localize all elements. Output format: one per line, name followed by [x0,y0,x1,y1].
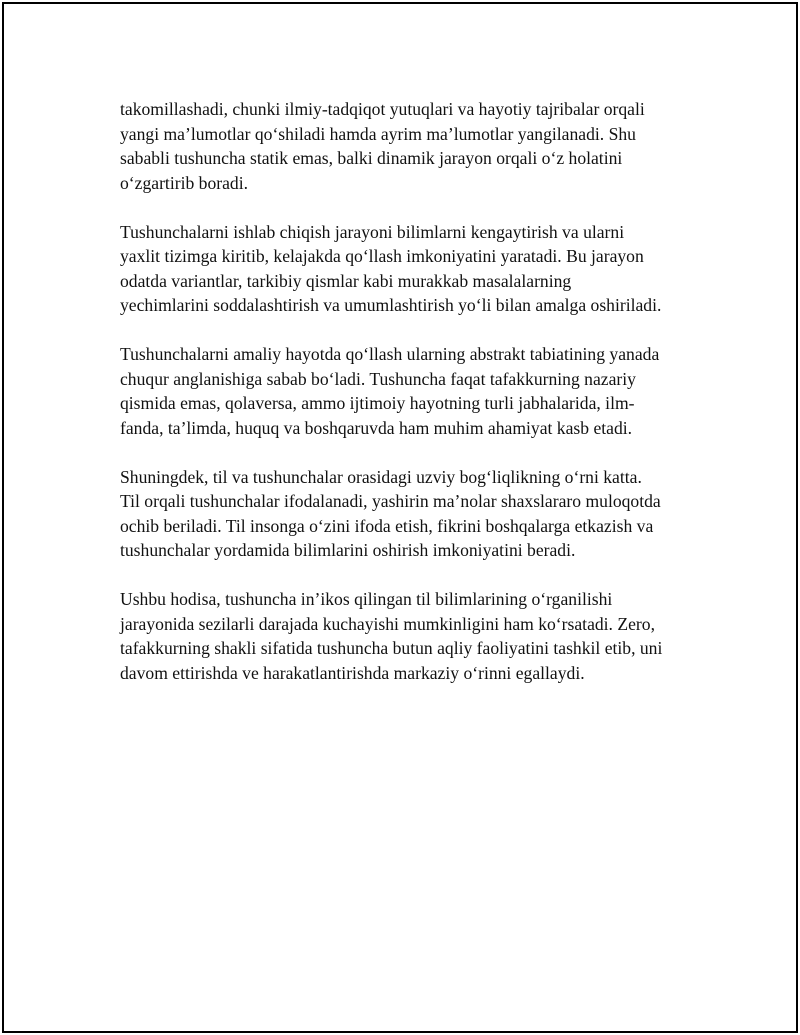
text-line: tushunchalar yordamida bilimlarini oshirish imkoniyatini beradi. [120,540,576,560]
text-line: yaxlit tizimga kiritib, kelajakda qo‘llash imkoniyatini yaratadi. Bu jarayon [120,246,644,266]
text-line: Tushunchalarni amaliy hayotda qo‘llash ularning abstrakt tabiatining yanada [120,344,660,364]
text-line: odatda variantlar, tarkibiy qismlar kabi murakkab masalalarning [120,270,572,291]
paragraph-5 [120,587,700,685]
paragraph-1 [120,97,700,195]
text-line: qismida emas, qolaversa, ammo ijtimoiy hayotning turli jabhalarida, ilm- [120,393,635,413]
text-line: Tushunchalarni ishlab chiqish jarayoni bilimlarni kengaytirish va ularni [120,221,625,242]
text-line: fanda, ta’limda, huquq va boshqaruvda ham muhim ahamiyat kasb etadi. [120,417,633,438]
text-line: Ushbu hodisa, tushuncha in’ikos qilingan til bilimlarining o‘rganilishi [120,589,613,609]
text-line: yangi ma’lumotlar qo‘shiladi hamda ayrim ma’lumotlar yangilanadi. Shu [120,123,636,144]
text-line: Shuningdek, til va tushunchalar orasidagi uzviy bog‘liqlikning o‘rni katta. [120,466,642,487]
text-line: o‘zgartirib boradi. [120,172,248,193]
paragraph-3 [120,342,700,440]
text-line: Til orqali tushunchalar ifodalanadi, yashirin ma’nolar shaxslararo muloqotda [120,491,661,511]
paragraph-2 [120,220,700,318]
text-line: tafakkurning shakli sifatida tushuncha butun aqliy faoliyatini tashkil etib, uni [120,638,663,658]
text-line: ochib beriladi. Til insonga o‘zini ifoda etish, fikrini boshqalarga etkazish va [120,515,654,536]
text-line: chuqur anglanishiga sabab bo‘ladi. Tushuncha faqat tafakkurning nazariy [120,368,636,389]
text-line: sababli tushuncha statik emas, balki dinamik jarayon orqali o‘z holatini [120,148,623,168]
text-line: davom ettirishda ve harakatlantirishda markaziy o‘rinni egallaydi. [120,662,585,683]
document-page [2,2,798,1033]
paragraph-4 [120,465,700,563]
text-line: yechimlarini soddalashtirish va umumlashtirish yo‘li bilan amalga oshiriladi. [120,295,662,315]
text-line: jarayonida sezilarli darajada kuchayishi mumkinligini ham ko‘rsatadi. Zero, [120,613,655,634]
document-body [120,97,700,710]
text-line: takomillashadi, chunki ilmiy-tadqiqot yutuqlari va hayotiy tajribalar orqali [120,99,645,119]
